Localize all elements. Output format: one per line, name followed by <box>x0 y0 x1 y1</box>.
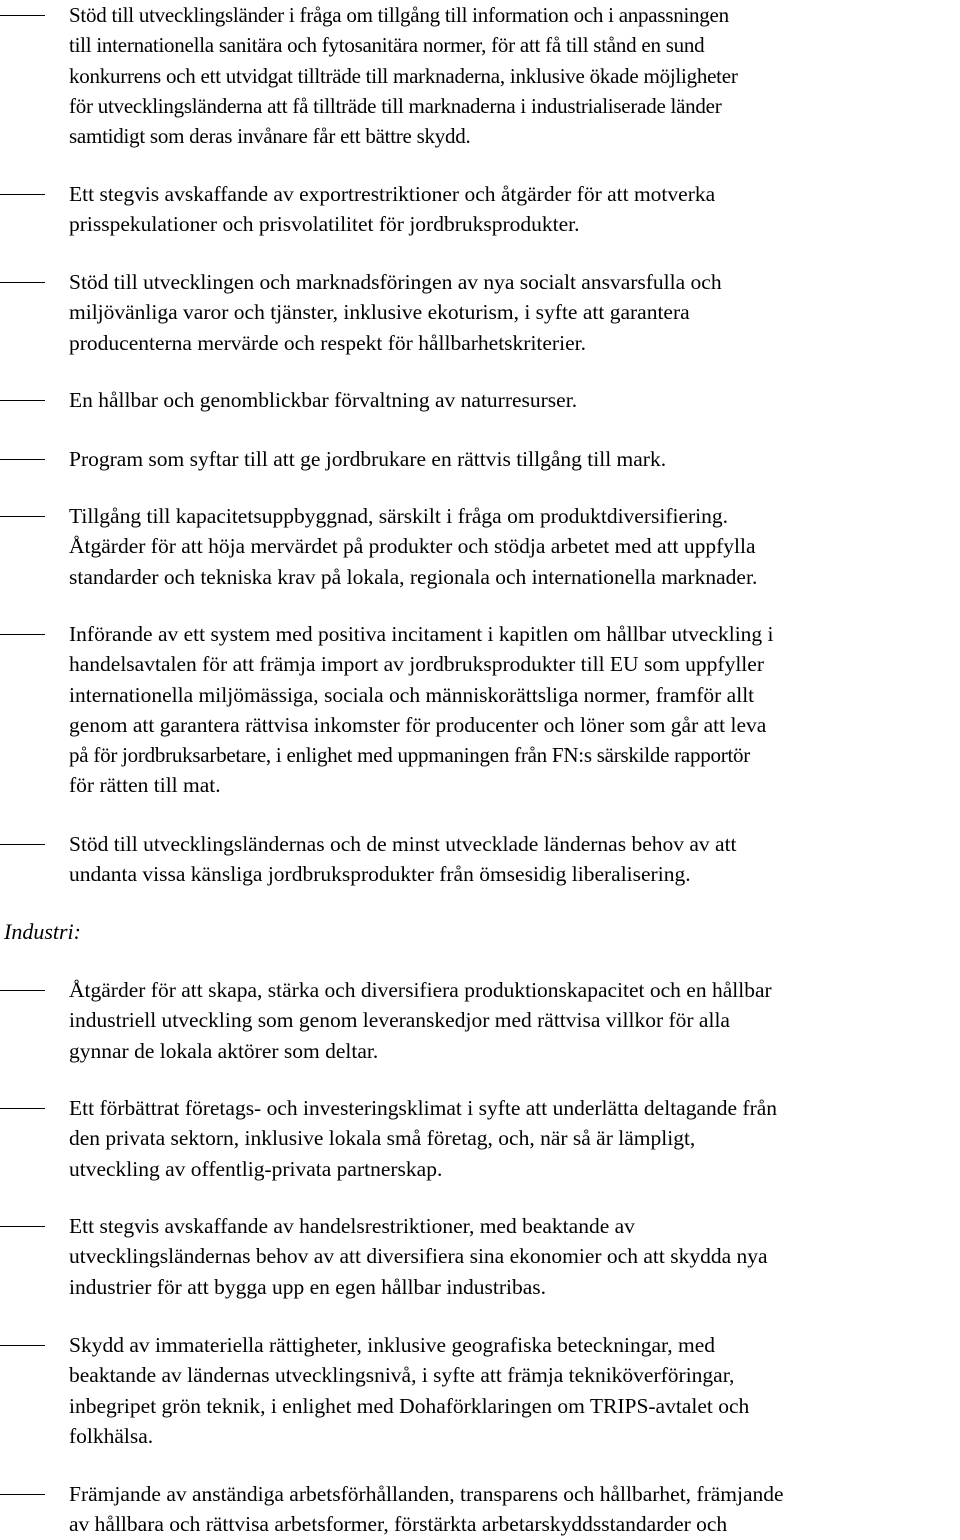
dash-bullet <box>0 400 45 401</box>
text-line: undanta vissa känsliga jordbruksprodukter från ömsesidig liberalisering. <box>69 862 691 887</box>
text-line: Främjande av anständiga arbetsförhållanden, transparens och hållbarhet, främjande <box>69 1482 784 1506</box>
dash-bullet <box>0 459 45 460</box>
text-line: folkhälsa. <box>69 1423 154 1448</box>
dash-bullet <box>0 844 45 845</box>
text-line: Program som syftar till att ge jordbrukare en rättvis tillgång till mark. <box>69 447 667 471</box>
text-line: av hållbara och rättvisa arbetsformer, förstärkta arbetarskyddsstandarder och <box>69 1512 728 1537</box>
text-line: Ett stegvis avskaffande av handelsrestriktioner, med beaktande av <box>69 1214 635 1238</box>
list-item-text <box>69 1093 960 1184</box>
list-item-text <box>69 501 960 592</box>
list-item-text <box>69 444 960 474</box>
list-item-text <box>69 267 960 358</box>
text-line: Åtgärder för att skapa, stärka och diversifiera produktionskapacitet och en hållbar <box>69 978 772 1002</box>
text-line: Ett stegvis avskaffande av exportrestriktioner och åtgärder för att motverka <box>69 182 716 206</box>
dash-bullet <box>0 1108 45 1109</box>
text-line: industriell utveckling som genom leveranskedjor med rättvisa villkor för alla <box>69 1008 730 1033</box>
dash-bullet <box>0 990 45 991</box>
dash-bullet <box>0 282 45 283</box>
list-item-text <box>69 619 960 801</box>
text-line: En hållbar och genomblickbar förvaltning av naturresurser. <box>69 388 578 412</box>
list-item-text <box>69 1330 960 1451</box>
text-line: Stöd till utvecklingen och marknadsföringen av nya socialt ansvarsfulla och <box>69 270 722 294</box>
text-line: på för jordbruksarbetare, i enlighet med uppmaningen från FN:s särskilde rapportör <box>69 743 751 768</box>
section-heading: Industri: <box>4 919 81 944</box>
text-line: utveckling av offentlig-privata partnerskap. <box>69 1156 443 1181</box>
list-item-text <box>69 829 960 890</box>
text-line: den privata sektorn, inklusive lokala små företag, och, när så är lämpligt, <box>69 1126 696 1151</box>
dash-bullet <box>0 516 45 517</box>
list-item-text <box>69 1211 960 1302</box>
text-line: till internationella sanitära och fytosanitära normer, för att få till stånd en sund <box>69 33 705 58</box>
text-line: Införande av ett system med positiva incitament i kapitlen om hållbar utveckling i <box>69 622 774 646</box>
dash-bullet <box>0 1494 45 1495</box>
list-item-text <box>69 1479 960 1540</box>
text-line: gynnar de lokala aktörer som deltar. <box>69 1038 379 1063</box>
text-line: genom att garantera rättvisa inkomster för producenter och löner som går att leva <box>69 712 767 737</box>
dash-bullet <box>0 634 45 635</box>
text-line: beaktande av ländernas utvecklingsnivå, i syfte att främja tekniköverföringar, <box>69 1363 735 1388</box>
dash-bullet <box>0 194 45 195</box>
text-line: miljövänliga varor och tjänster, inklusive ekoturism, i syfte att garantera <box>69 300 690 325</box>
text-line: inbegripet grön teknik, i enlighet med Dohaförklaringen om TRIPS-avtalet och <box>69 1393 750 1418</box>
text-line: Åtgärder för att höja mervärdet på produkter och stödja arbetet med att uppfylla <box>69 534 756 559</box>
text-line: internationella miljömässiga, sociala och människorättsliga normer, framför allt <box>69 682 755 707</box>
dash-bullet <box>0 1345 45 1346</box>
text-line: handelsavtalen för att främja import av jordbruksprodukter till EU som uppfyller <box>69 652 764 677</box>
text-line: Skydd av immateriella rättigheter, inklusive geografiska beteckningar, med <box>69 1333 716 1357</box>
text-line: Tillgång till kapacitetsuppbyggnad, särskilt i fråga om produktdiversifiering. <box>69 504 729 528</box>
text-line: Stöd till utvecklingsländernas och de minst utvecklade ländernas behov av att <box>69 832 737 856</box>
text-line: Stöd till utvecklingsländer i fråga om tillgång till information och i anpassningen <box>69 3 729 27</box>
list-item-text <box>69 179 960 240</box>
text-line: samtidigt som deras invånare får ett bättre skydd. <box>69 124 471 149</box>
list-item-text <box>69 385 960 415</box>
text-line: konkurrens och ett utvidgat tillträde till marknaderna, inklusive ökade möjligheter <box>69 63 738 88</box>
list-item-text <box>69 975 960 1066</box>
text-line: prisspekulationer och prisvolatilitet för jordbruksprodukter. <box>69 212 580 237</box>
text-line: för rätten till mat. <box>69 773 221 798</box>
dash-bullet <box>0 1226 45 1227</box>
text-line: Ett förbättrat företags- och investeringsklimat i syfte att underlätta deltagande från <box>69 1096 778 1120</box>
text-line: för utvecklingsländerna att få tillträde till marknaderna i industrialiserade länder <box>69 93 722 118</box>
dash-bullet <box>0 15 45 16</box>
text-line: utvecklingsländernas behov av att diversifiera sina ekonomier och att skydda nya <box>69 1244 768 1269</box>
text-line: producenterna mervärde och respekt för hållbarhetskriterier. <box>69 330 586 355</box>
text-line: standarder och tekniska krav på lokala, regionala och internationella marknader. <box>69 564 758 589</box>
text-line: industrier för att bygga upp en egen hållbar industribas. <box>69 1274 547 1299</box>
list-item-text <box>69 0 960 151</box>
